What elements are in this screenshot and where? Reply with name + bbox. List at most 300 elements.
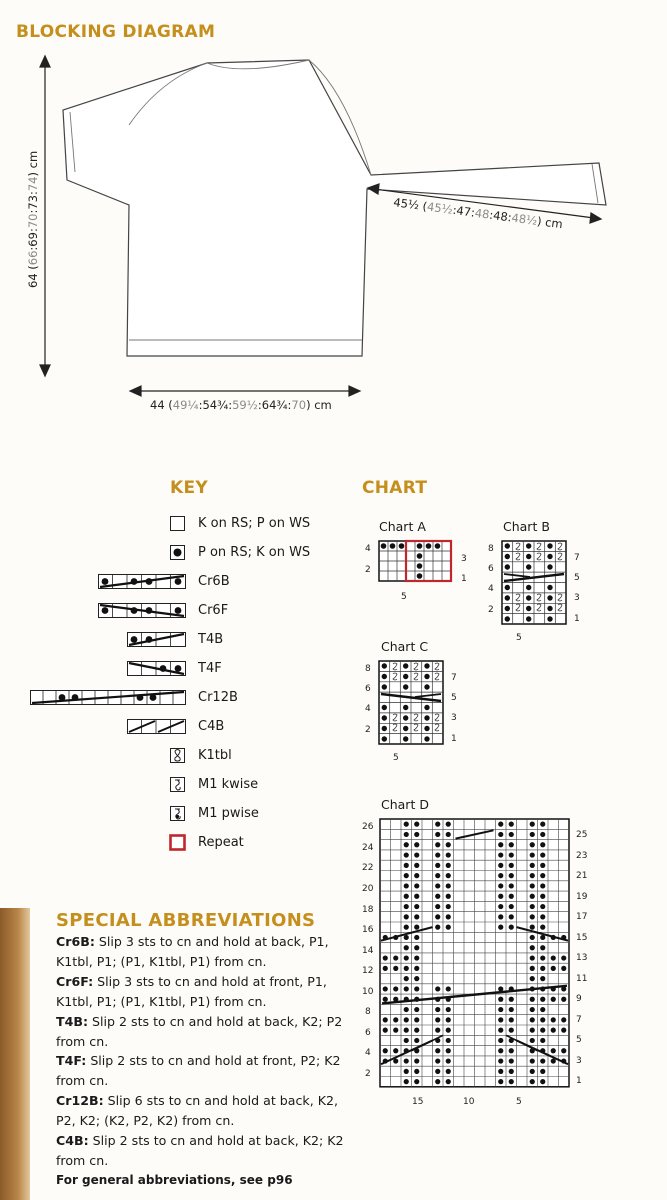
purl-stitch bbox=[393, 955, 398, 960]
knit-symbol-icon bbox=[170, 516, 185, 531]
chart-row-number: 4 bbox=[365, 544, 371, 554]
chart-row-number: 1 bbox=[576, 1076, 582, 1086]
key-label: K1tbl bbox=[198, 748, 232, 763]
purl-stitch bbox=[509, 852, 514, 857]
chart-row-number: 13 bbox=[576, 953, 588, 963]
purl-stitch bbox=[561, 966, 566, 971]
purl-stitch bbox=[509, 997, 514, 1002]
purl-stitch bbox=[540, 997, 545, 1002]
purl-stitch bbox=[540, 863, 545, 868]
purl-stitch bbox=[404, 822, 409, 827]
purl-stitch bbox=[404, 904, 409, 909]
purl-stitch bbox=[404, 873, 409, 878]
chart-a bbox=[360, 538, 480, 608]
t4b-cable-icon bbox=[127, 632, 186, 647]
chart-col-number: 10 bbox=[463, 1097, 475, 1107]
abbreviation-item: Cr6B: Slip 3 sts to cn and hold at back, P1, K1tbl, P1; (P1, K1tbl, P1) from cn. bbox=[56, 934, 329, 969]
purl-stitch bbox=[530, 1017, 535, 1022]
purl-stitch bbox=[414, 1069, 419, 1074]
purl-stitch bbox=[404, 883, 409, 888]
chart-row-number: 3 bbox=[576, 1056, 582, 1066]
purl-stitch bbox=[446, 863, 451, 868]
purl-stitch bbox=[498, 1007, 503, 1012]
purl-stitch bbox=[540, 852, 545, 857]
purl-stitch bbox=[498, 894, 503, 899]
purl-stitch bbox=[414, 852, 419, 857]
purl-stitch bbox=[383, 955, 388, 960]
purl-stitch bbox=[404, 1079, 409, 1084]
key-label: M1 kwise bbox=[198, 777, 259, 792]
k1tbl-symbol-icon bbox=[170, 748, 185, 763]
purl-stitch bbox=[540, 955, 545, 960]
chart-row-number: 2 bbox=[488, 605, 494, 615]
purl-stitch bbox=[404, 966, 409, 971]
purl-stitch bbox=[414, 1017, 419, 1022]
chart-row-number: 25 bbox=[576, 830, 588, 840]
purl-stitch bbox=[509, 822, 514, 827]
purl-stitch bbox=[540, 976, 545, 981]
chart-row-number: 4 bbox=[365, 1048, 371, 1058]
purl-stitch bbox=[435, 1079, 440, 1084]
chart-row-number: 5 bbox=[574, 573, 580, 583]
width-arrow bbox=[130, 386, 360, 396]
purl-stitch bbox=[540, 935, 545, 940]
purl-stitch bbox=[498, 822, 503, 827]
purl-stitch bbox=[530, 1069, 535, 1074]
purl-stitch bbox=[393, 1017, 398, 1022]
purl-stitch bbox=[446, 832, 451, 837]
purl-stitch bbox=[530, 955, 535, 960]
purl-stitch bbox=[435, 883, 440, 888]
m1-pwise-symbol-icon bbox=[170, 806, 185, 821]
purl-stitch bbox=[446, 1069, 451, 1074]
key-item bbox=[0, 659, 330, 681]
key-label: K on RS; P on WS bbox=[198, 516, 311, 531]
chart-b bbox=[485, 538, 595, 648]
purl-stitch bbox=[530, 1007, 535, 1012]
purl-stitch bbox=[498, 832, 503, 837]
key-label: T4F bbox=[198, 661, 222, 676]
purl-stitch bbox=[414, 966, 419, 971]
chart-row-number: 8 bbox=[488, 544, 494, 554]
key-label: M1 pwise bbox=[198, 806, 259, 821]
purl-stitch bbox=[404, 832, 409, 837]
purl-stitch bbox=[509, 883, 514, 888]
purl-stitch bbox=[404, 1069, 409, 1074]
purl-stitch bbox=[435, 914, 440, 919]
purl-stitch bbox=[498, 997, 503, 1002]
abbreviations-footer: For general abbreviations, see p96 bbox=[56, 1172, 293, 1187]
key-label: Cr12B bbox=[198, 690, 238, 705]
chart-col-number: 5 bbox=[516, 633, 522, 643]
purl-stitch bbox=[404, 894, 409, 899]
chart-d bbox=[355, 815, 605, 1115]
purl-stitch bbox=[530, 852, 535, 857]
chart-a-title: Chart A bbox=[379, 519, 426, 534]
purl-stitch bbox=[446, 1017, 451, 1022]
purl-stitch bbox=[551, 1017, 556, 1022]
chart-row-number: 6 bbox=[365, 1028, 371, 1038]
purl-stitch bbox=[561, 1017, 566, 1022]
sweater-blocking-diagram bbox=[0, 0, 667, 420]
chart-row-number: 2 bbox=[365, 1069, 371, 1079]
purl-stitch bbox=[540, 966, 545, 971]
purl-stitch bbox=[498, 914, 503, 919]
purl-stitch bbox=[540, 945, 545, 950]
purl-stitch bbox=[509, 842, 514, 847]
chart-col-number: 5 bbox=[516, 1097, 522, 1107]
key-label: Cr6F bbox=[198, 603, 229, 618]
key-item bbox=[0, 601, 330, 623]
purl-stitch bbox=[404, 925, 409, 930]
purl-stitch bbox=[404, 852, 409, 857]
chart-row-number: 15 bbox=[576, 933, 588, 943]
purl-stitch bbox=[435, 1048, 440, 1053]
purl-stitch bbox=[404, 1007, 409, 1012]
purl-stitch bbox=[414, 832, 419, 837]
chart-row-number: 23 bbox=[576, 851, 588, 861]
chart-row-number: 1 bbox=[461, 574, 467, 584]
chart-row-number: 4 bbox=[488, 584, 494, 594]
chart-row-number: 1 bbox=[451, 734, 457, 744]
purl-stitch bbox=[393, 1048, 398, 1053]
chart-row-number: 2 bbox=[365, 565, 371, 575]
purl-stitch bbox=[540, 904, 545, 909]
key-label: C4B bbox=[198, 719, 225, 734]
key-label: Cr6B bbox=[198, 574, 230, 589]
purl-stitch bbox=[446, 1079, 451, 1084]
purl-stitch bbox=[509, 894, 514, 899]
repeat-symbol-icon bbox=[169, 834, 186, 851]
purl-stitch bbox=[498, 852, 503, 857]
purl-stitch bbox=[498, 1058, 503, 1063]
purl-stitch bbox=[561, 997, 566, 1002]
purl-stitch bbox=[540, 832, 545, 837]
purl-stitch bbox=[414, 945, 419, 950]
purl-stitch bbox=[404, 842, 409, 847]
purl-stitch bbox=[435, 873, 440, 878]
purl-stitch bbox=[530, 935, 535, 940]
purl-stitch bbox=[498, 1079, 503, 1084]
purl-stitch bbox=[435, 1007, 440, 1012]
purl-stitch bbox=[561, 1028, 566, 1033]
key-item bbox=[0, 543, 330, 565]
purl-stitch bbox=[414, 1058, 419, 1063]
purl-stitch bbox=[551, 955, 556, 960]
purl-stitch bbox=[540, 925, 545, 930]
purl-stitch bbox=[446, 925, 451, 930]
abbreviation-item: Cr6F: Slip 3 sts to cn and hold at front, P1, K1tbl, P1; (P1, K1tbl, P1) from cn. bbox=[56, 973, 327, 1009]
purl-stitch bbox=[383, 1048, 388, 1053]
chart-row-number: 22 bbox=[362, 863, 374, 873]
chart-row-number: 2 bbox=[365, 725, 371, 735]
purl-stitch bbox=[498, 1048, 503, 1053]
purl-stitch bbox=[530, 966, 535, 971]
purl-stitch bbox=[509, 1017, 514, 1022]
chart-title: CHART bbox=[362, 478, 428, 498]
abbreviation-item: Cr12B: Slip 6 sts to cn and hold at back, K2, P2, K2; (K2, P2, K2) from cn. bbox=[56, 1093, 338, 1129]
purl-stitch bbox=[540, 894, 545, 899]
purl-stitch bbox=[540, 1028, 545, 1033]
purl-stitch bbox=[540, 1017, 545, 1022]
purl-stitch bbox=[435, 822, 440, 827]
purl-stitch bbox=[540, 873, 545, 878]
abbreviation-item: T4F: Slip 2 sts to cn and hold at front, P2; K2 from cn. bbox=[56, 1053, 341, 1089]
purl-stitch bbox=[540, 842, 545, 847]
purl-stitch bbox=[414, 935, 419, 940]
purl-stitch bbox=[446, 883, 451, 888]
chart-row-number: 7 bbox=[574, 553, 580, 563]
purl-stitch bbox=[404, 1058, 409, 1063]
chart-col-number: 15 bbox=[412, 1097, 424, 1107]
purl-stitch bbox=[414, 976, 419, 981]
purl-stitch bbox=[393, 986, 398, 991]
purl-stitch bbox=[414, 986, 419, 991]
chart-row-number: 10 bbox=[362, 987, 374, 997]
purl-stitch bbox=[551, 1048, 556, 1053]
purl-stitch bbox=[446, 842, 451, 847]
chart-row-number: 18 bbox=[362, 905, 374, 915]
purl-stitch bbox=[414, 822, 419, 827]
chart-d-left-rows bbox=[362, 822, 374, 1079]
purl-stitch bbox=[414, 1079, 419, 1084]
purl-stitch bbox=[509, 1069, 514, 1074]
purl-stitch bbox=[509, 832, 514, 837]
purl-stitch bbox=[414, 904, 419, 909]
purl-symbol-icon bbox=[170, 545, 185, 560]
purl-stitch bbox=[551, 1028, 556, 1033]
purl-stitch bbox=[435, 925, 440, 930]
purl-stitch bbox=[404, 1017, 409, 1022]
purl-stitch bbox=[498, 1069, 503, 1074]
purl-stitch bbox=[414, 883, 419, 888]
purl-stitch bbox=[414, 873, 419, 878]
purl-stitch bbox=[404, 986, 409, 991]
chart-row-number: 26 bbox=[362, 822, 374, 832]
purl-stitch bbox=[414, 863, 419, 868]
purl-stitch bbox=[540, 1038, 545, 1043]
purl-stitch bbox=[530, 883, 535, 888]
purl-stitch bbox=[540, 883, 545, 888]
purl-stitch bbox=[435, 1017, 440, 1022]
purl-stitch bbox=[414, 842, 419, 847]
purl-stitch bbox=[446, 873, 451, 878]
purl-stitch bbox=[530, 945, 535, 950]
purl-stitch bbox=[435, 904, 440, 909]
purl-stitch bbox=[551, 997, 556, 1002]
purl-stitch bbox=[435, 1058, 440, 1063]
chart-row-number: 12 bbox=[362, 966, 374, 976]
purl-stitch bbox=[435, 842, 440, 847]
purl-stitch bbox=[509, 925, 514, 930]
purl-stitch bbox=[540, 1069, 545, 1074]
purl-stitch bbox=[540, 1079, 545, 1084]
purl-stitch bbox=[435, 986, 440, 991]
chart-row-number: 4 bbox=[365, 704, 371, 714]
abbreviation-item: C4B: Slip 2 sts to cn and hold at back, K2; K2 from cn. bbox=[56, 1133, 344, 1168]
purl-stitch bbox=[530, 822, 535, 827]
purl-stitch bbox=[414, 925, 419, 930]
purl-stitch bbox=[540, 822, 545, 827]
purl-stitch bbox=[530, 1058, 535, 1063]
purl-stitch bbox=[435, 894, 440, 899]
purl-stitch bbox=[540, 1007, 545, 1012]
purl-stitch bbox=[446, 1007, 451, 1012]
purl-stitch bbox=[404, 1028, 409, 1033]
purl-stitch bbox=[414, 914, 419, 919]
key-item bbox=[0, 688, 330, 710]
purl-stitch bbox=[530, 842, 535, 847]
chart-row-number: 16 bbox=[362, 925, 374, 935]
purl-stitch bbox=[414, 894, 419, 899]
purl-stitch bbox=[509, 1058, 514, 1063]
purl-stitch bbox=[435, 1069, 440, 1074]
purl-stitch bbox=[509, 904, 514, 909]
abbreviation-item: T4B: Slip 2 sts to cn and hold at back, K2; P2 from cn. bbox=[56, 1013, 343, 1049]
purl-stitch bbox=[530, 832, 535, 837]
purl-stitch bbox=[509, 1007, 514, 1012]
purl-stitch bbox=[446, 1038, 451, 1043]
chart-row-number: 14 bbox=[362, 946, 374, 956]
key-item bbox=[0, 630, 330, 652]
purl-stitch bbox=[446, 852, 451, 857]
purl-stitch bbox=[530, 997, 535, 1002]
key-item bbox=[0, 746, 330, 768]
c4b-cable-icon bbox=[127, 719, 186, 734]
chart-row-number: 6 bbox=[365, 684, 371, 694]
key-item bbox=[0, 833, 330, 855]
purl-stitch bbox=[435, 1028, 440, 1033]
t4f-cable-icon bbox=[127, 661, 186, 676]
purl-stitch bbox=[509, 914, 514, 919]
chart-row-number: 6 bbox=[488, 564, 494, 574]
chart-row-number: 1 bbox=[574, 614, 580, 624]
purl-stitch bbox=[498, 1017, 503, 1022]
width-measurement: 44 (49¼:54¾:59½:64¾:70) cm bbox=[150, 398, 332, 412]
yarn-photo-edge bbox=[0, 908, 30, 1200]
purl-stitch bbox=[498, 1028, 503, 1033]
purl-stitch bbox=[530, 873, 535, 878]
purl-stitch bbox=[561, 955, 566, 960]
key-item bbox=[0, 804, 330, 826]
purl-stitch bbox=[530, 904, 535, 909]
purl-stitch bbox=[383, 1017, 388, 1022]
purl-stitch bbox=[498, 842, 503, 847]
purl-stitch bbox=[498, 904, 503, 909]
chart-c bbox=[362, 658, 472, 768]
purl-stitch bbox=[383, 966, 388, 971]
chart-row-number: 20 bbox=[362, 884, 374, 894]
purl-stitch bbox=[446, 904, 451, 909]
chart-row-number: 19 bbox=[576, 892, 588, 902]
chart-row-number: 17 bbox=[576, 912, 588, 922]
purl-stitch bbox=[509, 873, 514, 878]
blocking-diagram-title: BLOCKING DIAGRAM bbox=[16, 22, 216, 42]
purl-stitch bbox=[498, 925, 503, 930]
key-item bbox=[0, 775, 330, 797]
purl-stitch bbox=[530, 976, 535, 981]
sleeve-measurement: 45½ (45½:47:48:48:48½) cm bbox=[392, 195, 564, 232]
chart-b-title: Chart B bbox=[503, 519, 550, 534]
chart-row-number: 3 bbox=[574, 593, 580, 603]
purl-stitch bbox=[446, 914, 451, 919]
abbreviations-list bbox=[56, 932, 356, 1191]
purl-stitch bbox=[498, 1038, 503, 1043]
chart-row-number: 24 bbox=[362, 843, 374, 853]
abbreviations-title: SPECIAL ABBREVIATIONS bbox=[56, 910, 316, 931]
purl-stitch bbox=[446, 986, 451, 991]
purl-stitch bbox=[404, 945, 409, 950]
purl-stitch bbox=[530, 894, 535, 899]
key-title: KEY bbox=[170, 478, 208, 498]
key-item bbox=[0, 514, 330, 536]
key-label: T4B bbox=[198, 632, 224, 647]
purl-stitch bbox=[561, 1048, 566, 1053]
purl-stitch bbox=[446, 1028, 451, 1033]
key-item bbox=[0, 717, 330, 739]
purl-stitch bbox=[435, 832, 440, 837]
purl-stitch bbox=[435, 852, 440, 857]
purl-stitch bbox=[551, 966, 556, 971]
chart-row-number: 7 bbox=[576, 1015, 582, 1025]
purl-stitch bbox=[530, 1028, 535, 1033]
purl-stitch bbox=[383, 1028, 388, 1033]
chart-row-number: 21 bbox=[576, 871, 588, 881]
purl-stitch bbox=[540, 914, 545, 919]
purl-stitch bbox=[530, 914, 535, 919]
purl-stitch bbox=[509, 1079, 514, 1084]
key-label: Repeat bbox=[198, 835, 244, 850]
purl-stitch bbox=[404, 976, 409, 981]
purl-stitch bbox=[498, 873, 503, 878]
purl-stitch bbox=[446, 894, 451, 899]
chart-row-number: 8 bbox=[365, 664, 371, 674]
purl-stitch bbox=[404, 914, 409, 919]
length-arrow bbox=[40, 56, 50, 376]
cr12b-cable-icon bbox=[30, 690, 186, 705]
chart-row-number: 8 bbox=[365, 1007, 371, 1017]
chart-d-title: Chart D bbox=[381, 797, 429, 812]
cr6f-cable-icon bbox=[98, 603, 186, 618]
purl-stitch bbox=[498, 883, 503, 888]
purl-stitch bbox=[414, 1028, 419, 1033]
purl-stitch bbox=[509, 1028, 514, 1033]
chart-row-number: 5 bbox=[576, 1035, 582, 1045]
chart-d-right-rows bbox=[576, 830, 588, 1086]
purl-stitch bbox=[393, 1028, 398, 1033]
purl-stitch bbox=[530, 925, 535, 930]
purl-stitch bbox=[404, 1038, 409, 1043]
chart-c-title: Chart C bbox=[381, 639, 429, 654]
chart-row-number: 11 bbox=[576, 974, 588, 984]
chart-col-number: 5 bbox=[393, 753, 399, 763]
purl-stitch bbox=[383, 997, 388, 1002]
purl-stitch bbox=[530, 1038, 535, 1043]
purl-stitch bbox=[446, 822, 451, 827]
purl-stitch bbox=[498, 863, 503, 868]
purl-stitch bbox=[404, 955, 409, 960]
purl-stitch bbox=[414, 1007, 419, 1012]
chart-row-number: 3 bbox=[461, 554, 467, 564]
chart-col-number: 5 bbox=[401, 592, 407, 602]
purl-stitch bbox=[509, 1048, 514, 1053]
purl-stitch bbox=[404, 863, 409, 868]
purl-stitch bbox=[404, 935, 409, 940]
purl-stitch bbox=[530, 1079, 535, 1084]
chart-row-number: 5 bbox=[451, 693, 457, 703]
cr6b-cable-icon bbox=[98, 574, 186, 589]
chart-row-number: 7 bbox=[451, 673, 457, 683]
